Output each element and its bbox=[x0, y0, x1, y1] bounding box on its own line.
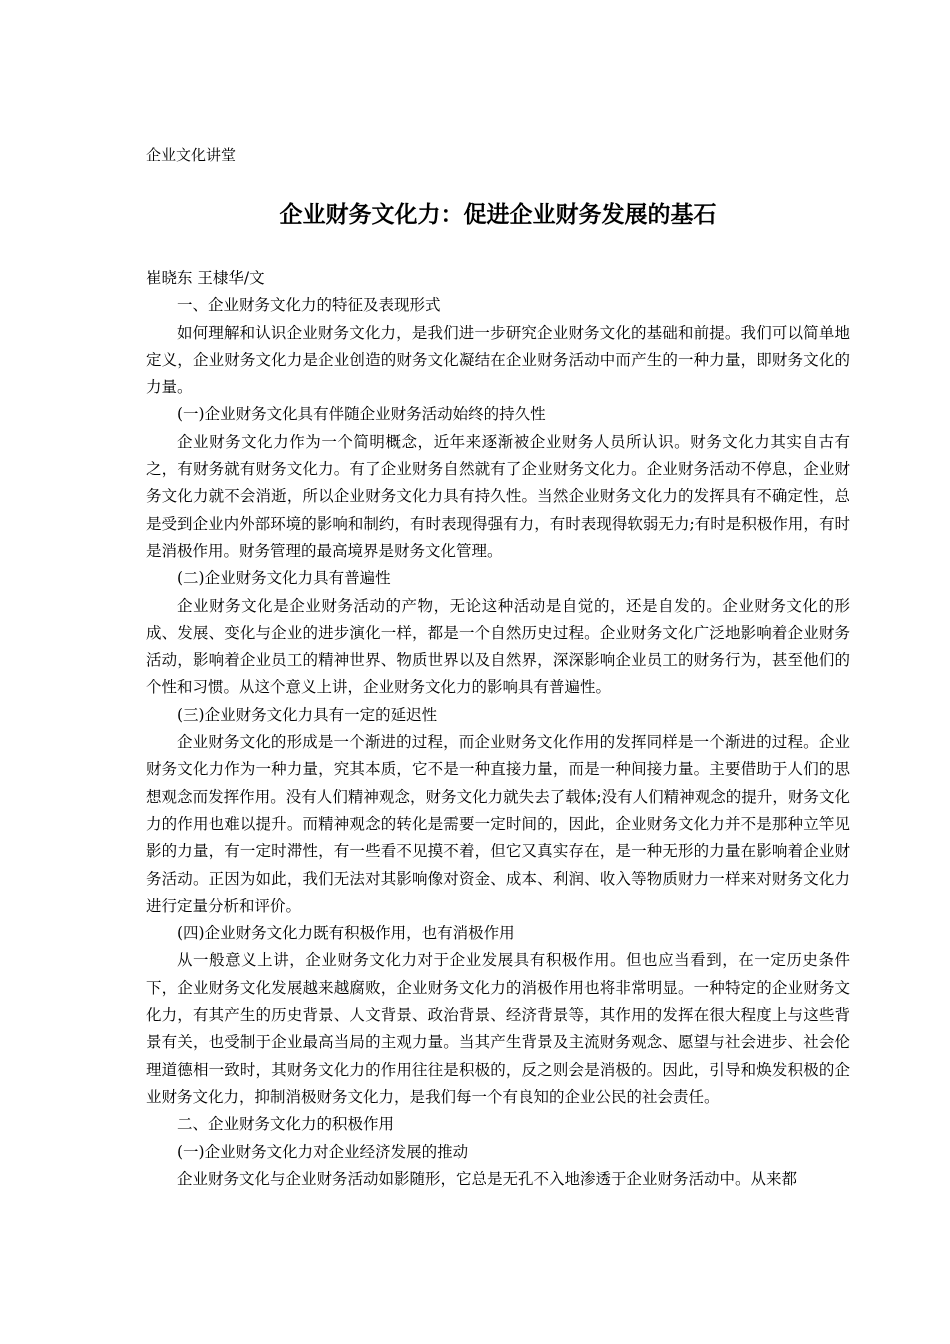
paragraph: 企业财务文化力作为一个简明概念，近年来逐渐被企业财务人员所认识。财务文化力其实自古有之，有财务就有财务文化力。有了企业财务自然就有了企业财务文化力。企业财务活动不停息，企业财务文化力就不会消逝，所以企业财务文化力具有持久性。当然企业财务文化力的发挥具有不确定性，总是受到企业内外部环境的影响和制约，有时表现得强有力，有时表现得软弱无力;有时是积极作用，有时是消极作用。财务管理的最高境界是财务文化管理。 bbox=[146, 432, 850, 560]
paragraph: 企业财务文化与企业财务活动如影随形，它总是无孔不入地渗透于企业财务活动中。从来都 bbox=[177, 1169, 798, 1188]
paragraph: 企业财务文化是企业财务活动的产物，无论这种活动是自觉的，还是自发的。企业财务文化的形成、发展、变化与企业的进步演化一样，都是一个自然历史过程。企业财务文化广泛地影响着企业财务活动，影响着企业员工的精神世界、物质世界以及自然界，深深影响企业员工的财务行为，甚至他们的个性和习惯。从这个意义上讲，企业财务文化力的影响具有普遍性。 bbox=[146, 596, 850, 697]
paragraph: 企业财务文化的形成是一个渐进的过程，而企业财务文化作用的发挥同样是一个渐进的过程。企业财务文化力作为一种力量，究其本质，它不是一种直接力量，而是一种间接力量。主要借助于人们的思想观念而发挥作用。没有人们精神观念，财务文化力就失去了载体;没有人们精神观念的提升，财务文化力的作用也难以提升。而精神观念的转化是需要一定时间的，因此，企业财务文化力并不是那种立竿见影的力量，有一定时滞性，有一些看不见摸不着，但它又真实存在，是一种无形的力量在影响着企业财务活动。正因为如此，我们无法对其影响像对资金、成本、利润、收入等物质财力一样来对财务文化力进行定量分析和评价。 bbox=[146, 733, 850, 915]
section-heading-1: 一、企业财务文化力的特征及表现形式 bbox=[177, 296, 441, 315]
paragraph: 如何理解和认识企业财务文化力，是我们进一步研究企业财务文化的基础和前提。我们可以简单地定义，企业财务文化力是企业创造的财务文化凝结在企业财务活动中而产生的一种力量，即财务文化的力量。 bbox=[146, 323, 850, 397]
subsection-heading-4: (四)企业财务文化力既有积极作用，也有消极作用 bbox=[177, 924, 515, 943]
subsection-heading-5: (一)企业财务文化力对企业经济发展的推动 bbox=[177, 1142, 469, 1161]
paragraph: 从一般意义上讲，企业财务文化力对于企业发展具有积极作用。但也应当看到，在一定历史条件下，企业财务文化发展越来越腐败，企业财务文化力的消极作用也将非常明显。一种特定的企业财务文化力，有其产生的历史背景、人文背景、政治背景、经济背景等，其作用的发挥在很大程度上与这些背景有关，也受制于企业最高当局的主观力量。当其产生背景及主流财务观念、愿望与社会进步、社会伦理道德相一致时，其财务文化力的作用往往是积极的，反之则会是消极的。因此，引导和焕发积极的企业财务文化力，抑制消极财务文化力，是我们每一个有良知的企业公民的社会责任。 bbox=[146, 951, 850, 1106]
author-line: 崔晓东 王棣华/文 bbox=[146, 269, 265, 287]
subsection-heading-1: (一)企业财务文化具有伴随企业财务活动始终的持久性 bbox=[177, 405, 546, 424]
subsection-heading-2: (二)企业财务文化力具有普遍性 bbox=[177, 569, 391, 588]
article-title: 企业财务文化力：促进企业财务发展的基石 bbox=[279, 202, 717, 228]
column-label: 企业文化讲堂 bbox=[146, 146, 237, 164]
section-heading-2: 二、企业财务文化力的积极作用 bbox=[177, 1115, 395, 1134]
subsection-heading-3: (三)企业财务文化力具有一定的延迟性 bbox=[177, 705, 438, 724]
article-body bbox=[146, 265, 850, 1193]
